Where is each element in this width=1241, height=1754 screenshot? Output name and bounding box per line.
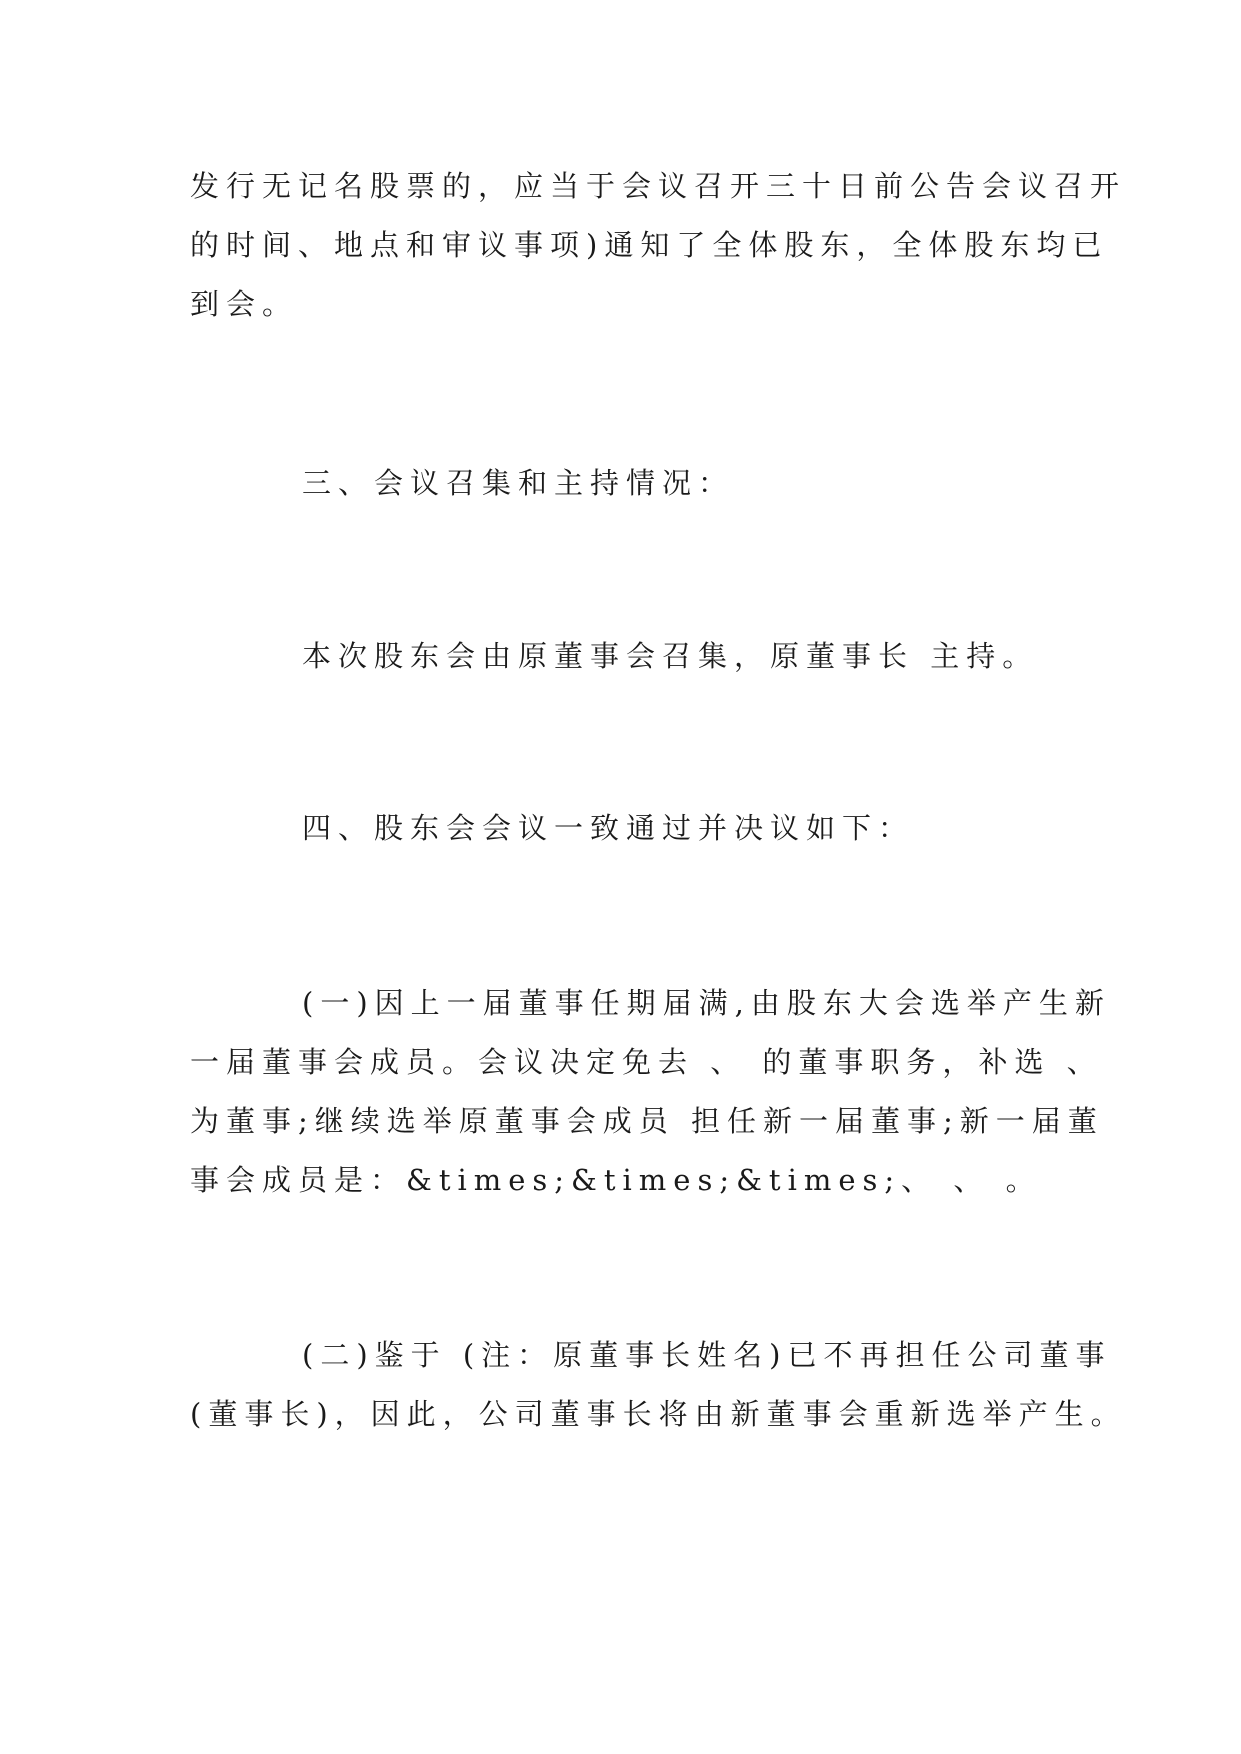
item-1-line-4: 事会成员是：&times;&times;&times;、 、 。 <box>190 1163 1042 1197</box>
intro-line-2: 的时间、地点和审议事项)通知了全体股东，全体股东均已 <box>190 228 1109 262</box>
item-1-line-1: (一)因上一届董事任期届满,由股东大会选举产生新 <box>302 986 1111 1020</box>
item-2-line-1: (二)鉴于 (注：原董事长姓名)已不再担任公司董事 <box>302 1338 1112 1372</box>
section-3-body: 本次股东会由原董事会召集，原董事长 主持。 <box>302 639 1039 673</box>
item-2-line-2: (董事长)，因此，公司董事长将由新董事会重新选举产生。 <box>190 1397 1127 1431</box>
section-3-heading: 三、会议召集和主持情况： <box>302 466 735 500</box>
section-4-heading: 四、股东会会议一致通过并决议如下： <box>302 811 915 845</box>
intro-line-3: 到会。 <box>190 287 299 321</box>
item-1-line-3: 为董事;继续选举原董事会成员 担任新一届董事;新一届董 <box>190 1104 1104 1138</box>
item-1-line-2: 一届董事会成员。会议决定免去 、 的董事职务，补选 、 <box>190 1045 1103 1079</box>
intro-line-1: 发行无记名股票的，应当于会议召开三十日前公告会议召开 <box>190 169 1127 203</box>
